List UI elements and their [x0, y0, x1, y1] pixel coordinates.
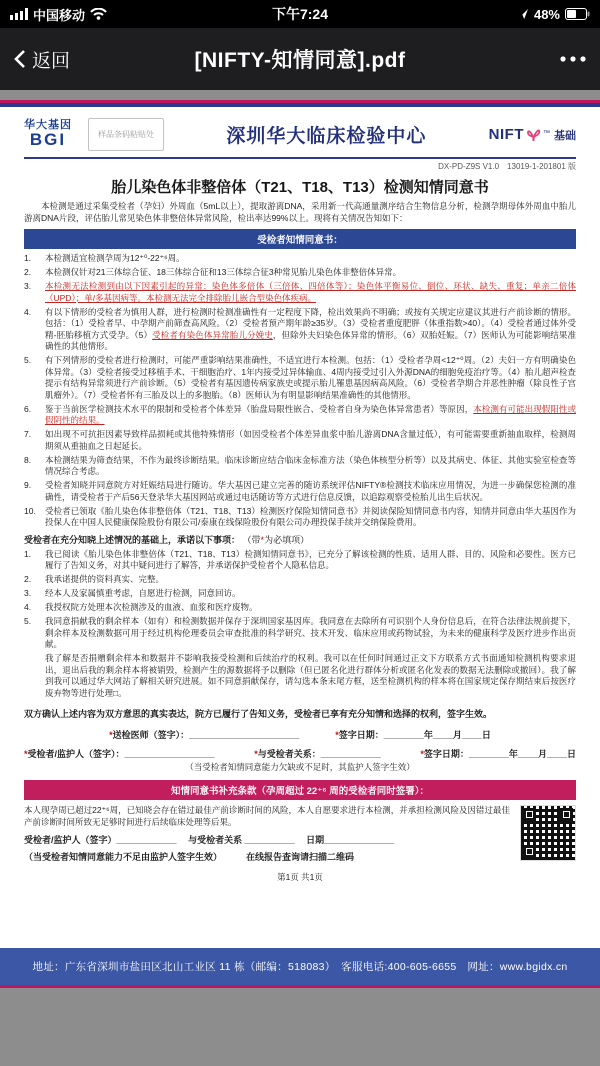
- cellular-signal-icon: [10, 8, 28, 20]
- consent-item: 3. 本检测无法检测到由以下因素引起的异常：染色体多倍体（三倍体、四倍体等）；染色体平衡易位、倒位、环状、缺失、重复；单亲二倍体（UPD）；单/多基因病等。本检测无法完全排除胎儿嵌合型染色体疾病。: [24, 281, 576, 303]
- qr-hint-label: 在线报告查询请扫描二维码: [246, 852, 355, 862]
- intro-paragraph: 本检测是通过采集受检者（孕妇）外周血（5mL以上），提取游离DNA，采用新一代高通量测序结合生物信息分析，检测孕期母体外周血中胎儿游离DNA片段，评估胎儿常见染色体非整倍体异常风险，检出率达99%以上。现将有关情况告知如下：: [24, 201, 576, 223]
- required-asterisk: *: [24, 749, 28, 759]
- location-arrow-icon: [517, 8, 529, 20]
- confirmation-statement: 双方确认上述内容为双方意思的真实表达，院方已履行了告知义务，受检者已享有充分知情和选择的权利，签字生效。: [24, 709, 493, 719]
- pdf-viewer[interactable]: [0, 90, 600, 988]
- nifty-wordmark: NIFT: [488, 126, 524, 143]
- nifty-suffix: 基础: [554, 129, 576, 142]
- qr-finder-pattern: [523, 845, 536, 858]
- consent-item: 6. 鉴于当前医学检测技术水平的限制和受检者个体差异（胎盘局限性嵌合、受检者自身为染色体异常患者）等原因，本检测有可能出现假阳性或假阴性的结果。: [24, 403, 576, 425]
- doctor-signature-field[interactable]: 送检医师（签字）：______________________: [112, 730, 300, 740]
- qr-finder-pattern: [523, 808, 536, 821]
- carrier-label: 中国移动: [33, 7, 86, 23]
- consent-item: 9. 受检者知晓并同意院方对妊娠结局进行随访。华大基因已建立完善的随访系统评估NIFTY®检测技术临床应用情况，为进一步确保您检测的准确性，请受检者于产后56天登录华大基因网站或通过电话随访等方式进行信息反馈，以追踪观察受检胎儿出生后状况。: [24, 480, 576, 502]
- donation-withdrawal-paragraph: 我了解是否捐赠剩余样本和数据并不影响我接受检测和后续治疗的权利。我可以在任何时间通过正文下方联系方式书面通知检测机构要求退出，退出后我的剩余样本将被销毁，检测产生的源数据将予以删除（但已匿名化进行群体分析或匿名化发表的数据无法删除或撤回）。我了解到我可以通过华大网站了解相关研究进展。如不同意捐献保存，请勾选本条末尾方框，送至检测机构的样本将在国家规定保存期结束后按医疗废弃物等进行处理□。: [45, 653, 576, 698]
- consent-item: 5. 有下列情形的受检者进行检测时，可能严重影响结果准确性，不适宜进行本检测。包括：（1）受检者孕周<12⁺⁰周。（2）夫妇一方有明确染色体异常。（3）受检者接受过移植手术、干细胞治疗、1年内接受过异体输血、4周内接受过引入外源DNA的细胞免疫治疗等。（4）胎儿超声检查提示有结构异常须进行产前诊断。（5）受检者有基因遗传病家族史或提示胎儿罹患基因病高风险。（6）受检者孕期合并恶性肿瘤（除良性子宫肌瘤外）。（7）受检者怀有三胎及以上的多胞胎。（8）医师认为有明显影响结果准确性的其他情形。: [24, 355, 576, 400]
- patient-signature-field[interactable]: 受检者/监护人（签字）：__________________: [27, 749, 215, 759]
- status-time: 下午7:24: [271, 6, 329, 22]
- promise-item: 2. 我承诺提供的资料真实、完整。: [24, 574, 165, 584]
- document-title-bar: [NIFTY-知情同意].pdf: [194, 49, 406, 72]
- footer-contact-bar: 地址：广东省深圳市盐田区北山工业区 11 栋（邮编：518083） 客服电话:400-605-6655 网址：www.bgidx.cn: [0, 948, 600, 985]
- supplement-section: [24, 805, 576, 863]
- consent-form-title: 胎儿染色体非整倍体（T21、T18、T13）检测知情同意书: [111, 179, 489, 196]
- bgi-logo: [24, 120, 72, 149]
- nifty-butterfly-icon: [526, 127, 541, 143]
- battery-icon: [565, 8, 590, 20]
- status-bar: [0, 0, 600, 28]
- lab-title: 深圳华大临床检验中心: [226, 126, 427, 147]
- required-asterisk: *: [260, 534, 265, 545]
- nav-bar: [0, 28, 600, 90]
- qr-code: [520, 805, 576, 861]
- back-button[interactable]: [14, 46, 70, 73]
- promise-item: 1. 我已阅读《胎儿染色体非整倍体（T21、T18、T13）检测知情同意书》，已充分了解该检测的性质、适用人群、目的、风险和必要性。医方已履行了告知义务，对其中疑问进行了解答，并承诺保护受检者个人隐私信息。: [24, 548, 576, 570]
- consent-item: 10. 受检者已领取《胎儿染色体非整倍体（T21、T18、T13）检测医疗保险知情同意书》并阅读保险知情同意书内容，知情并同意由华大基因作为投保人在中国人民健康保险股份有限公司/泰康在线保险股份有限公司办理投保手续并交纳保险费用。: [24, 505, 576, 527]
- patient-sign-date-field[interactable]: 签字日期：________年____月____日: [423, 749, 576, 759]
- bgi-logo-cn: 华大基因: [24, 118, 72, 131]
- doctor-sign-date-field[interactable]: 签字日期：________年____月____日: [338, 730, 491, 740]
- patient-signature-row: [24, 747, 576, 760]
- doctor-signature-row: [24, 728, 576, 741]
- promise-item: 3. 经本人及家属慎重考虑，自愿进行检测，同意回访。: [24, 588, 241, 598]
- consent-item: 4. 有以下情形的受检者为慎用人群，进行检测时检测准确性有一定程度下降，检出效果尚不明确；或按有关规定应建议其进行产前诊断的情形。包括：（1）受检者早、中孕期产前筛查高风险。（2）受检者预产期年龄≥35岁。（3）受检者重度肥胖（体重指数>40）。（4）受检者通过体外受精-胚胎移植方式受孕。（5）受检者有染色体异常胎儿分娩史，但除外夫妇染色体异常的情形。（6）双胎妊娠。（7）医师认为可能影响结果准确性的其他情形。: [24, 306, 576, 351]
- relation-field[interactable]: 与受检者关系：____________: [257, 749, 381, 759]
- promise-item: 5. 我同意捐献我的剩余样本（如有）和检测数据并保存于深圳国家基因库。我同意在去除所有可识别个人身份信息后，在符合法律法规前提下，剩余样本及检测数据可用于经过机构伦理委员会审查批准的科学研究、技术开发、临床应用或药物试验，为未来的健康科学及医疗进步作出贡献。: [24, 616, 576, 649]
- page-number: 第1页 共1页: [277, 872, 323, 882]
- promise-item: 4. 我授权院方处理本次检测涉及的血液、血浆和医疗废物。: [24, 602, 258, 612]
- supplement-signature-line[interactable]: 受检者/监护人（签字）____________ 与受检者关系 __________ 日期______________: [24, 835, 395, 845]
- promise-section-header: 受检者在充分知晓上述情况的基础上，承诺以下事项： （带*为必填项）: [24, 534, 310, 545]
- consent-section-banner: 受检者知情同意书：: [24, 229, 576, 249]
- chevron-left-icon: [14, 49, 26, 69]
- back-label: 返回: [32, 50, 71, 72]
- consent-item: 2. 本检测仅针对21三体综合征、18三体综合征和13三体综合征3种常见胎儿染色体非整倍体异常。: [24, 267, 402, 277]
- supplement-section-banner: 知情同意书补充条款（孕周超过 22⁺⁶ 周的受检者同时签署）：: [24, 780, 576, 800]
- more-options-button[interactable]: [560, 56, 586, 62]
- bottom-rule-magenta: [0, 985, 600, 988]
- consent-item: 8. 本检测结果为筛查结果，不作为最终诊断结果。临床诊断应结合临床金标准方法（染色体核型分析等）以及其病史、体征、其他实验室检查等情况综合考虑。: [24, 454, 576, 476]
- qr-finder-pattern: [560, 808, 573, 821]
- consent-item: 1. 本检测适宜检测孕周为12⁺⁰-22⁺⁶周。: [24, 253, 185, 263]
- form-header: [24, 112, 576, 159]
- consent-item: 7. 如出现不可抗拒因素导致样品损耗或其他特殊情形（如因受检者个体差异血浆中胎儿游离DNA含量过低），有可能需要重新抽血取样，检测周期须从重抽血之日起延长。: [24, 429, 576, 451]
- bgi-logo-en: BGI: [29, 130, 67, 150]
- required-asterisk: *: [335, 730, 339, 740]
- ellipsis-icon: [560, 56, 586, 62]
- trademark-symbol: ™: [543, 130, 550, 137]
- required-asterisk: *: [254, 749, 258, 759]
- pdf-page: [0, 100, 600, 988]
- required-asterisk: *: [109, 730, 113, 740]
- battery-percent: 48%: [533, 6, 560, 22]
- doc-version-code: DX-PD-Z9S V1.0 13019-1-201801 版: [438, 162, 576, 171]
- wifi-icon: [90, 8, 107, 20]
- supplement-guardian-note: （当受检者知情同意能力不足由监护人签字生效）: [24, 852, 223, 862]
- sample-barcode-box: 样品条码粘贴处: [88, 118, 164, 151]
- supplement-paragraph: 本人现孕周已超过22⁺⁶周，已知晓会存在错过最佳产前诊断时间的风险，本人自愿要求进行本检测，并承担检测风险及因错过最佳产前诊断时间所致无足够时间进行后续临床处理等后果。: [24, 805, 510, 827]
- nifty-logo: [489, 126, 576, 143]
- required-asterisk: *: [420, 749, 424, 759]
- guardian-signature-note: （当受检者知情同意能力欠缺或不足时，其监护人签字生效）: [185, 762, 415, 772]
